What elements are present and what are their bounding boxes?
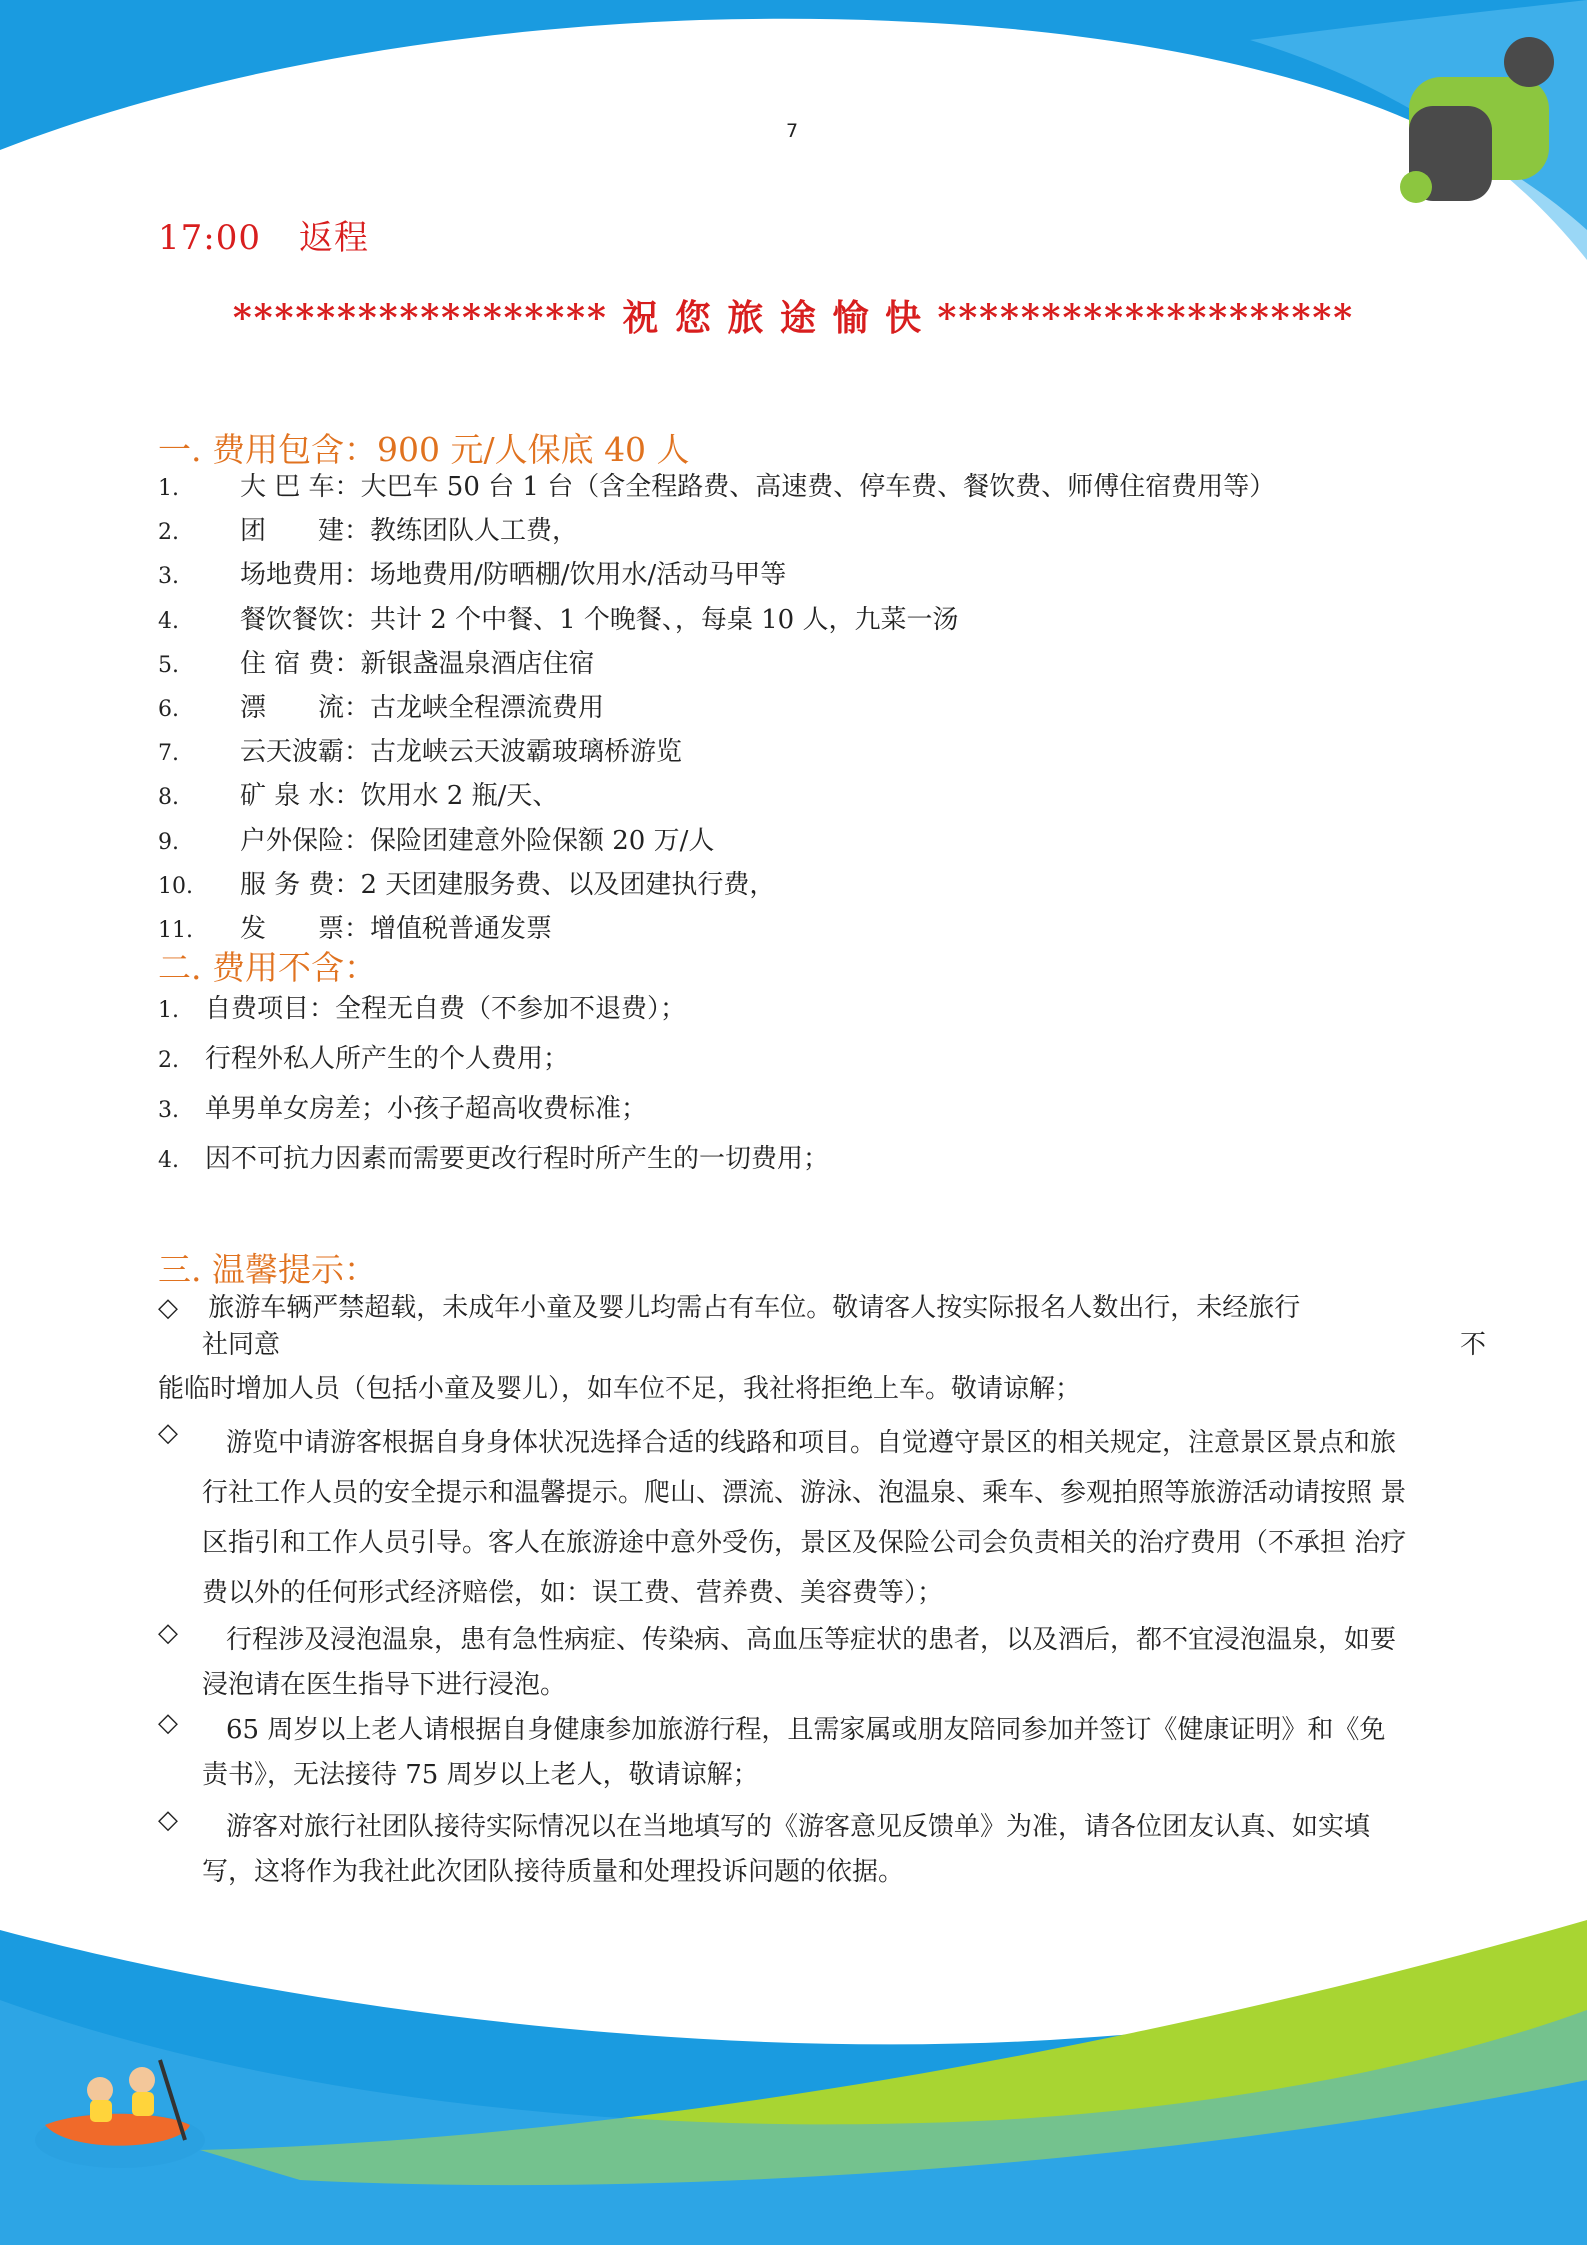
list-item: 7. 云天波霸：古龙峡云天波霸玻璃桥游览: [158, 737, 683, 768]
tip-1-right: 不: [1460, 1330, 1487, 1360]
schedule-activity: 返程: [298, 218, 369, 258]
diamond-bullet-icon: ◇: [158, 1618, 178, 1648]
schedule-return: [158, 210, 369, 259]
list-item: 5. 住 宿 费：新银盏温泉酒店住宿: [158, 648, 595, 679]
list-item: 1. 大 巴 车：大巴车 50 台 1 台（含全程路费、高速费、停车费、餐饮费、师傅住宿费用等）: [158, 472, 1276, 502]
tip-1-line-2: 社同意: [202, 1330, 281, 1360]
include-title: 一. 费用包含：900 元/人保底 40 人: [158, 430, 690, 469]
list-item: 11. 发 票：增值税普通发票: [158, 914, 553, 945]
tip-item-2: [158, 1418, 1408, 1618]
list-item: 2. 行程外私人所产生的个人费用；: [158, 1044, 570, 1074]
diamond-bullet-icon: ◇: [158, 1418, 178, 1448]
list-item: 8. 矿 泉 水：饮用水 2 瓶/天、: [158, 781, 559, 812]
tip-1-line-3: 能临时增加人员（包括小童及婴儿），如车位不足，我社将拒绝上车。敬请谅解；: [158, 1374, 1082, 1404]
list-item: 4. 因不可抗力因素而需要更改行程时所产生的一切费用；: [158, 1144, 830, 1174]
tip-1-line-1: 旅游车辆严禁超载，未成年小童及婴儿均需占有车位。敬请客人按实际报名人数出行，未经旅行: [208, 1293, 1301, 1323]
tip-item-5: [158, 1805, 1408, 1895]
tip-item-3: [158, 1618, 1408, 1708]
list-item: 2. 团 建：教练团队人工费，: [158, 516, 579, 547]
exclude-list: [158, 985, 829, 1185]
tips-title: 三. 温馨提示：: [158, 1250, 377, 1289]
tip-text: 游览中请游客根据自身身体状况选择合适的线路和项目。自觉遵守景区的相关规定，注意景区景点和旅 行社工作人员的安全提示和温馨提示。爬山、漂流、游泳、泡温泉、乘车、参观拍照等旅游活动请按照 景区指引和工作人员引导。客人在旅游途中意外受伤，景区及保险公司会负责相关的治疗费用（不承担 治疗费以外的任何形式经济赔偿，如：误工费、营养费、美容费等）；: [202, 1428, 1407, 1608]
tip-text: 游客对旅行社团队接待实际情况以在当地填写的《游客意见反馈单》为准，请各位团友认真、如实填写，这将作为我社此次团队接待质量和处理投诉问题的依据。: [202, 1812, 1371, 1887]
include-list: [158, 466, 1275, 952]
diamond-bullet-icon: ◇: [158, 1708, 178, 1738]
list-item: 9. 户外保险：保险团建意外险保额 20 万/人: [158, 825, 715, 856]
tip-text: 65 周岁以上老人请根据自身健康参加旅游行程，且需家属或朋友陪同参加并签订《健康证明》和《免责书》，无法接待 75 周岁以上老人，敬请谅解；: [202, 1715, 1386, 1790]
list-item: 10. 服 务 费：2 天团建服务费、以及团建执行费，: [158, 869, 776, 900]
list-item: 3. 单男单女房差；小孩子超高收费标准；: [158, 1094, 648, 1124]
tip-item-1: [158, 1290, 1300, 1326]
diamond-bullet-icon: ◇: [158, 1293, 178, 1323]
page-number: 7: [786, 120, 799, 142]
diamond-bullet-icon: ◇: [158, 1805, 178, 1835]
list-item: 4. 餐饮餐饮：共计 2 个中餐、1 个晚餐、，每桌 10 人，九菜一汤: [158, 604, 959, 635]
tip-item-4: [158, 1708, 1408, 1798]
exclude-title: 二. 费用不含：: [158, 948, 377, 987]
tip-text: 行程涉及浸泡温泉，患有急性病症、传染病、高血压等症状的患者，以及酒后，都不宜浸泡温泉，如要 浸泡请在医生指导下进行浸泡。: [202, 1625, 1397, 1700]
list-item: 6. 漂 流：古龙峡全程漂流费用: [158, 693, 605, 724]
schedule-time: 17:00: [158, 218, 261, 258]
list-item: 3. 场地费用：场地费用/防晒棚/饮用水/活动马甲等: [158, 560, 787, 591]
list-item: 1. 自费项目：全程无自费（不参加不退费）；: [158, 994, 687, 1024]
wish-banner: ****************** 祝 您 旅 途 愉 快 ********************: [232, 297, 1355, 339]
